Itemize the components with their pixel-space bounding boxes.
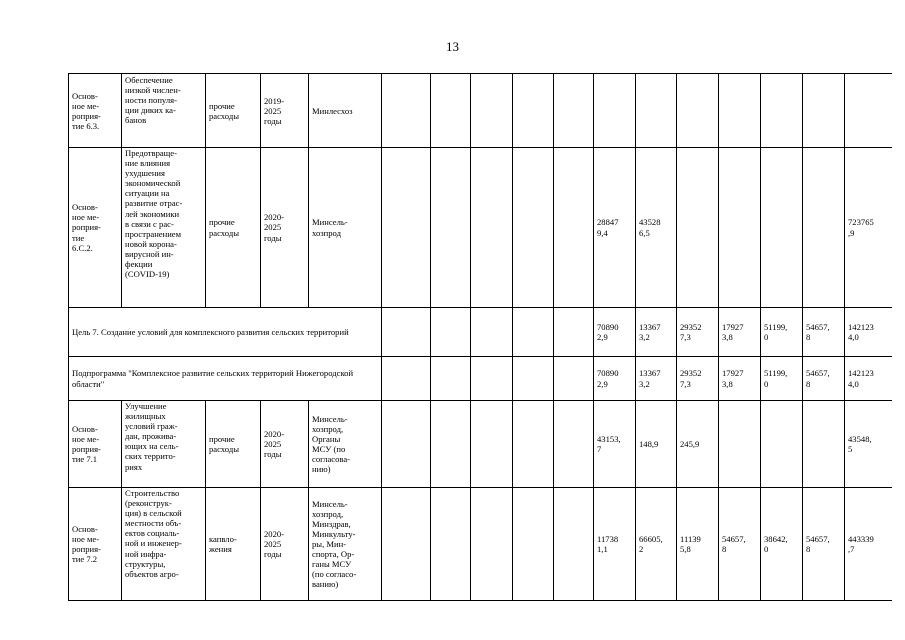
value-cell [636,75,676,147]
value-cell [431,401,470,487]
cell-period: 2020- 2025 годы [264,528,285,560]
value-cell [431,488,470,600]
cell-executor: Минсель- хозпрод, Минздрав, Минкульту- ры, Мин- спорта, Ор- ганы МСУ (по согласо- ванию) [312,498,357,590]
value-cell: 54657, 8 [806,533,830,554]
value-cell [513,308,553,356]
value-cell: 28847 9,4 [597,217,619,238]
value-cell: 13367 3,2 [639,321,661,342]
cell-expense: капвло- жения [209,533,237,554]
cell-label: Основ- ное ме- роприя- тие 6.3. [72,90,101,132]
cell-expense: прочие расходы [209,217,239,238]
value-cell [761,75,802,147]
value-cell [554,357,593,400]
cell-expense: прочие расходы [209,433,239,454]
value-cell [382,488,430,600]
value-cell [471,488,512,600]
value-cell [471,401,512,487]
value-cell [513,488,553,600]
value-cell: 13367 3,2 [639,368,661,389]
value-cell: 443339 ,7 [848,533,874,554]
value-cell [431,308,470,356]
value-cell: 54657, 8 [806,368,830,389]
value-cell: 43548, 5 [848,433,872,454]
cell-label: Основ- ное ме- роприя- тие 7.2 [72,523,101,565]
value-cell: 70890 2,9 [597,321,619,342]
cell-description: Предотвраще- ние влияния ухудшения экономической ситуации на развитие отрас- лей экономики в связи с рас- пространением новой корона- вирусной ин- фекции (COVID-19) [125,148,183,280]
value-cell [554,401,593,487]
value-cell [761,148,802,307]
cell-executor: Минсель- хозпрод, Органы МСУ (по согласова- нию) [312,413,351,475]
cell-description: Обеспечение низкой числен- ности популя- ции диких ка- банов [125,75,181,126]
value-cell: 17927 3,8 [722,321,744,342]
cell-period: 2020- 2025 годы [264,212,285,243]
section-heading: Цель 7. Создание условий для комплексного развития сельских территорий [72,326,349,337]
value-cell: 142123 4,0 [848,368,874,389]
value-cell [471,148,512,307]
value-cell [803,75,844,147]
value-cell: 70890 2,9 [597,368,619,389]
value-cell: 11139 5,8 [680,533,701,554]
value-cell [719,148,760,307]
value-cell [554,488,593,600]
cell-label: Основ- ное ме- роприя- тие 6.C.2. [72,202,101,253]
value-cell [513,401,553,487]
value-cell [719,401,760,487]
cell-period: 2019- 2025 годы [264,95,285,127]
value-cell: 43153, 7 [597,433,621,454]
cell-executor: Минсель- хозпрод [312,217,348,238]
value-cell [471,308,512,356]
value-cell [761,401,802,487]
cell-label: Основ- ное ме- роприя- тие 7.1 [72,423,101,465]
value-cell: 17927 3,8 [722,368,744,389]
value-cell [513,75,553,147]
value-cell [382,357,430,400]
value-cell [382,75,430,147]
budget-table [68,73,892,601]
value-cell [845,75,892,147]
value-cell [677,75,718,147]
value-cell [554,308,593,356]
cell-description: Улучшение жилищных условий граж- дан, прожива- ющих на сель- ских террито- риях [125,401,179,472]
value-cell [594,75,635,147]
value-cell: 11738 1,1 [597,533,619,554]
value-cell: 148,9 [639,438,659,449]
value-cell [677,148,718,307]
value-cell [803,401,844,487]
value-cell: 51199, 0 [764,321,788,342]
section-heading: Подпрограмма "Комплексное развитие сельских территорий Нижегородской области" [72,368,354,389]
value-cell: 54657, 8 [722,533,746,554]
value-cell: 38642, 0 [764,533,788,554]
value-cell: 51199, 0 [764,368,788,389]
value-cell [719,75,760,147]
value-cell [471,357,512,400]
value-cell: 142123 4,0 [848,321,874,342]
value-cell: 66605, 2 [639,533,663,554]
value-cell: 245,9 [680,438,700,449]
value-cell: 723765 ,9 [848,217,874,238]
value-cell: 54657, 8 [806,321,830,342]
value-cell [513,148,553,307]
value-cell [431,148,470,307]
value-cell [431,357,470,400]
value-cell [382,401,430,487]
value-cell [382,308,430,356]
value-cell: 29352 7,3 [680,368,702,389]
value-cell [431,75,470,147]
page-number: 13 [446,39,459,54]
cell-period: 2020- 2025 годы [264,428,285,460]
value-cell [471,75,512,147]
value-cell [382,148,430,307]
value-cell [554,148,593,307]
cell-executor: Минлесхоз [312,105,353,116]
value-cell: 43528 6,5 [639,217,661,238]
value-cell [803,148,844,307]
cell-description: Строительство (реконструк- ция) в сельской местности объ- ектов социаль- ной и инженер- ной инфра- структуры, объектов агро- [125,488,182,579]
cell-expense: прочие расходы [209,100,239,121]
value-cell [513,357,553,400]
value-cell [554,75,593,147]
value-cell: 29352 7,3 [680,321,702,342]
